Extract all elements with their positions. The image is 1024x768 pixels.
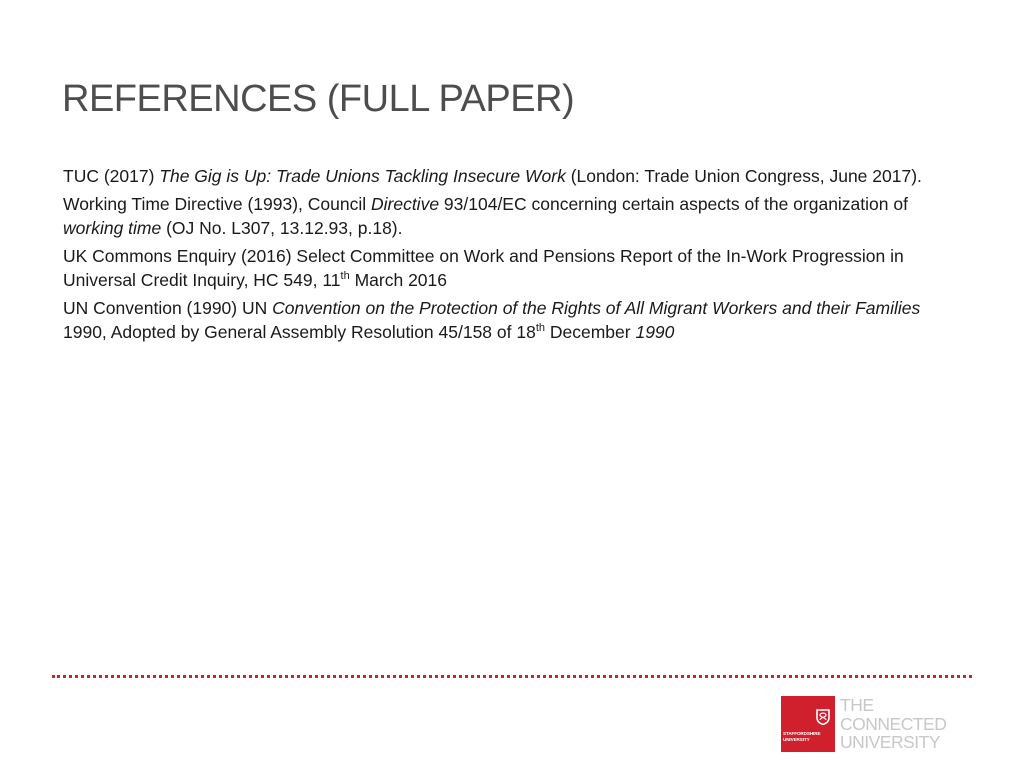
logo-tagline-line2: CONNECTED — [840, 713, 947, 734]
reference-uk-commons-enquiry — [63, 244, 963, 292]
logo-tagline-line1: THE — [840, 695, 874, 715]
reference-title: Directive — [370, 194, 440, 214]
reference-title: The Gig is Up: Trade Unions Tackling Insecure Work — [159, 166, 566, 186]
footer-divider — [52, 675, 972, 678]
reference-year: 1990 — [635, 322, 675, 342]
reference-title: Convention on the Protection of the Rights of All Migrant Workers and their Families — [272, 298, 921, 318]
logo-university-line2: UNIVERSITY — [783, 736, 810, 742]
reference-text: Working Time Directive (1993), Council — [63, 194, 371, 214]
reference-title: working time — [63, 218, 162, 238]
reference-text: UK Commons Enquiry (2016) Select Committee on Work and Pensions Report of the In-Work Progression in Universal Credit Inquiry, HC 549, 11 — [63, 246, 904, 290]
reference-text: (London: Trade Union Congress, June 2017). — [565, 166, 922, 186]
logo-tagline — [840, 696, 975, 752]
reference-text: March 2016 — [349, 270, 447, 290]
reference-working-time-directive — [63, 192, 963, 240]
reference-text: (OJ No. L307, 13.12.93, p.18). — [161, 218, 403, 238]
reference-un-convention — [63, 296, 963, 344]
reference-text: 93/104/EC concerning certain aspects of the organization of — [439, 194, 908, 214]
reference-text: TUC (2017) — [63, 166, 160, 186]
staffordshire-university-logo — [781, 696, 971, 752]
ordinal-suffix: th — [340, 270, 350, 283]
logo-university-line1: STAFFORDSHIRE — [783, 731, 821, 736]
ordinal-suffix: th — [535, 322, 546, 335]
knot-shield-icon — [816, 709, 830, 725]
reference-text: 1990, Adopted by General Assembly Resolution 45/158 of 18 — [63, 322, 536, 342]
logo-university-name — [783, 731, 833, 742]
reference-text: UN Convention (1990) UN — [63, 298, 273, 318]
references-list — [63, 164, 963, 348]
logo-tagline-line3: UNIVERSITY — [840, 732, 941, 752]
logo-red-box — [781, 696, 835, 752]
slide-title: REFERENCES (FULL PAPER) — [62, 78, 575, 120]
reference-tuc — [63, 164, 963, 188]
reference-text: December — [545, 322, 636, 342]
